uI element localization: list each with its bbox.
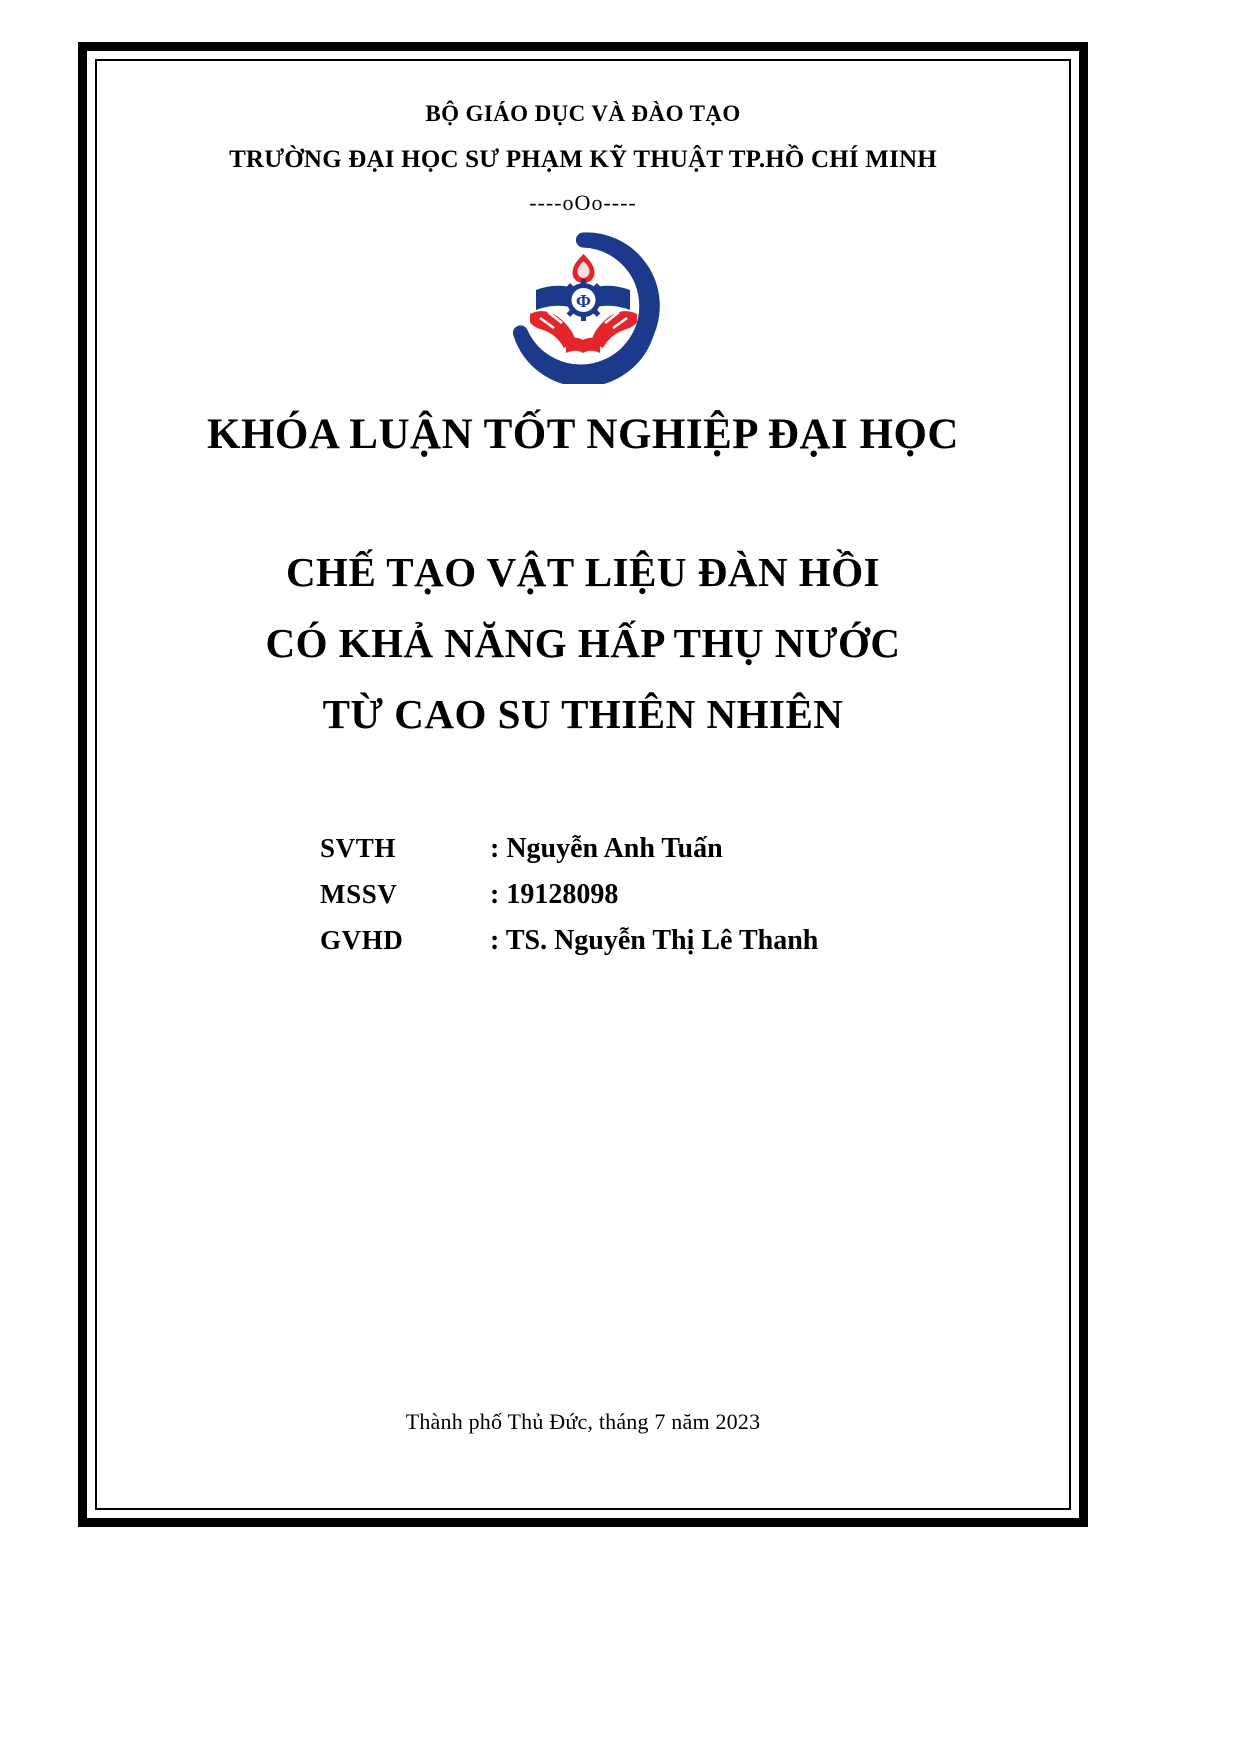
university-heading: TRƯỜNG ĐẠI HỌC SƯ PHẠM KỸ THUẬT TP.HỒ CHÍ MINH <box>229 146 937 173</box>
info-row-mssv <box>320 879 818 911</box>
svg-text:Φ: Φ <box>575 291 591 311</box>
thesis-title-line-3: TỪ CAO SU THIÊN NHIÊN <box>322 690 844 737</box>
thesis-title-line-2: CÓ KHẢ NĂNG HẤP THỤ NƯỚC <box>265 619 901 666</box>
place-and-date-footer: Thành phố Thủ Đức, tháng 7 năm 2023 <box>405 1409 761 1434</box>
cover-content <box>110 72 1056 1497</box>
info-label-svth: SVTH <box>320 832 396 863</box>
university-logo <box>491 228 676 388</box>
hcmute-logo-icon <box>496 232 671 384</box>
info-label-mssv: MSSV <box>320 878 398 909</box>
ornamental-divider: ----oOo---- <box>529 190 637 215</box>
info-label-gvhd: GVHD <box>320 924 404 955</box>
info-row-gvhd <box>320 925 818 957</box>
info-value-mssv: : 19128098 <box>490 878 619 910</box>
thesis-title <box>266 537 901 750</box>
thesis-title-line-1: CHẾ TẠO VẬT LIỆU ĐÀN HỒI <box>285 549 881 595</box>
info-row-svth <box>320 833 818 865</box>
info-value-svth: : Nguyễn Anh Tuấn <box>490 832 723 864</box>
document-type-heading: KHÓA LUẬN TỐT NGHIỆP ĐẠI HỌC <box>207 411 959 458</box>
author-info-block <box>320 833 818 971</box>
ministry-heading: BỘ GIÁO DỤC VÀ ĐÀO TẠO <box>425 101 741 126</box>
info-value-gvhd: : TS. Nguyễn Thị Lê Thanh <box>490 924 819 956</box>
